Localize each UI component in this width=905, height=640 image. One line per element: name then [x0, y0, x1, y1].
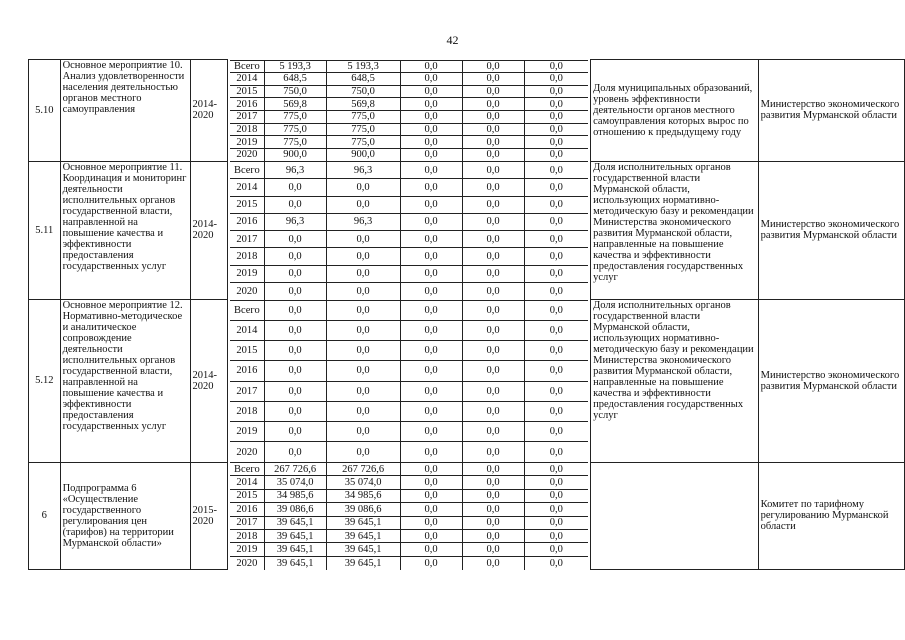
amount-cell: 39 645,1 — [326, 529, 400, 542]
year-cell: 2015 — [230, 489, 264, 502]
amount-cell: 0,0 — [524, 213, 588, 230]
year-cell: 2016 — [230, 213, 264, 230]
amount-cell: 0,0 — [326, 179, 400, 196]
amount-cell: 0,0 — [326, 320, 400, 340]
amount-cell: 0,0 — [400, 162, 462, 179]
amount-cell: 0,0 — [524, 463, 588, 476]
amount-cell: 0,0 — [326, 231, 400, 248]
amount-cell: 0,0 — [524, 73, 588, 86]
amount-cell: 0,0 — [400, 442, 462, 462]
financing-row — [230, 463, 588, 476]
amount-cell: 0,0 — [264, 422, 326, 442]
year-cell: 2015 — [230, 341, 264, 361]
amount-cell: 0,0 — [462, 111, 524, 124]
amount-cell: 0,0 — [462, 136, 524, 149]
year-cell: Всего — [230, 300, 264, 320]
amount-cell: 0,0 — [462, 516, 524, 529]
amount-cell: 0,0 — [400, 300, 462, 320]
amount-cell: 775,0 — [264, 111, 326, 124]
amount-cell: 0,0 — [326, 401, 400, 421]
amount-cell: 0,0 — [462, 463, 524, 476]
table-row — [29, 300, 905, 463]
amount-cell: 0,0 — [524, 179, 588, 196]
financing-row — [230, 248, 588, 265]
year-cell: 2018 — [230, 248, 264, 265]
amount-cell: 0,0 — [524, 320, 588, 340]
year-cell: 2020 — [230, 282, 264, 299]
amount-cell: 0,0 — [524, 162, 588, 179]
amount-cell: 0,0 — [462, 361, 524, 381]
amount-cell: 0,0 — [400, 401, 462, 421]
executor: Министерство экономического развития Мурманской области — [758, 300, 904, 463]
amount-cell: 0,0 — [524, 503, 588, 516]
amount-cell: 750,0 — [326, 85, 400, 98]
amount-cell: 0,0 — [400, 543, 462, 556]
amount-cell: 39 645,1 — [326, 543, 400, 556]
financing-row — [230, 265, 588, 282]
financing-row — [230, 476, 588, 489]
financing-row — [230, 282, 588, 299]
amount-cell: 0,0 — [462, 85, 524, 98]
amount-cell: 0,0 — [400, 381, 462, 401]
amount-cell: 0,0 — [462, 320, 524, 340]
amount-cell: 775,0 — [264, 123, 326, 136]
amount-cell: 0,0 — [524, 516, 588, 529]
amount-cell: 0,0 — [326, 300, 400, 320]
amount-cell: 35 074,0 — [264, 476, 326, 489]
amount-cell: 0,0 — [264, 361, 326, 381]
amount-cell: 0,0 — [462, 196, 524, 213]
amount-cell: 39 645,1 — [264, 556, 326, 569]
year-cell: 2014 — [230, 320, 264, 340]
amount-cell: 0,0 — [400, 123, 462, 136]
amount-cell: 0,0 — [462, 73, 524, 86]
financing-row — [230, 442, 588, 462]
amount-cell: 0,0 — [524, 111, 588, 124]
amount-cell: 750,0 — [264, 85, 326, 98]
year-cell: 2014 — [230, 476, 264, 489]
row-number: 5.12 — [29, 300, 61, 463]
year-cell: 2018 — [230, 123, 264, 136]
indicator: Доля муниципальных образований, уровень эффективности деятельности органов местного самоуправления которых вырос по отношению к предыдущему году — [591, 60, 759, 162]
financing-row — [230, 489, 588, 502]
activity-name: Основное мероприятие 10. Анализ удовлетворенности населения деятельностью органов местного самоуправления — [60, 60, 190, 162]
amount-cell: 0,0 — [462, 556, 524, 569]
amount-cell: 0,0 — [524, 148, 588, 161]
financing-subtable — [230, 60, 588, 162]
amount-cell: 0,0 — [400, 463, 462, 476]
amount-cell: 0,0 — [400, 529, 462, 542]
amount-cell: 775,0 — [326, 111, 400, 124]
amount-cell: 0,0 — [400, 320, 462, 340]
amount-cell: 0,0 — [524, 381, 588, 401]
amount-cell: 0,0 — [264, 341, 326, 361]
financing-row — [230, 556, 588, 569]
financing-row — [230, 401, 588, 421]
amount-cell: 0,0 — [524, 231, 588, 248]
financing-row — [230, 111, 588, 124]
amount-cell: 648,5 — [326, 73, 400, 86]
amount-cell: 0,0 — [326, 248, 400, 265]
amount-cell: 0,0 — [462, 123, 524, 136]
amount-cell: 0,0 — [462, 381, 524, 401]
amount-cell: 0,0 — [524, 123, 588, 136]
amount-cell: 0,0 — [524, 136, 588, 149]
year-cell: 2017 — [230, 381, 264, 401]
amount-cell: 0,0 — [400, 361, 462, 381]
amount-cell: 0,0 — [400, 196, 462, 213]
amount-cell: 0,0 — [400, 265, 462, 282]
amount-cell: 0,0 — [524, 282, 588, 299]
amount-cell: 0,0 — [264, 401, 326, 421]
amount-cell: 0,0 — [462, 300, 524, 320]
amount-cell: 0,0 — [462, 503, 524, 516]
amount-cell: 0,0 — [524, 248, 588, 265]
amount-cell: 0,0 — [524, 422, 588, 442]
amount-cell: 0,0 — [326, 282, 400, 299]
amount-cell: 0,0 — [264, 231, 326, 248]
amount-cell: 0,0 — [462, 489, 524, 502]
financing-row — [230, 123, 588, 136]
amount-cell: 39 645,1 — [264, 529, 326, 542]
amount-cell: 0,0 — [462, 529, 524, 542]
page-number: 42 — [446, 33, 459, 47]
indicator: Доля исполнительных органов государственной власти Мурманской области, использующих нормативно-методическую базу и рекомендации Министерства экономического развития Мурманской области, направленные на повышение качества и эффективности предоставления государственных услуг — [591, 300, 759, 463]
table-row — [29, 60, 905, 162]
financing-row — [230, 179, 588, 196]
year-cell: 2017 — [230, 516, 264, 529]
year-cell: 2015 — [230, 196, 264, 213]
amount-cell: 0,0 — [400, 111, 462, 124]
amount-cell: 0,0 — [524, 361, 588, 381]
financing-row — [230, 516, 588, 529]
amount-cell: 0,0 — [524, 265, 588, 282]
financing-row — [230, 136, 588, 149]
year-cell: 2018 — [230, 401, 264, 421]
year-cell: 2019 — [230, 543, 264, 556]
amount-cell: 0,0 — [400, 231, 462, 248]
amount-cell: 0,0 — [400, 73, 462, 86]
financing-row — [230, 73, 588, 86]
amount-cell: 0,0 — [524, 442, 588, 462]
amount-cell: 0,0 — [326, 196, 400, 213]
amount-cell: 5 193,3 — [264, 60, 326, 73]
amount-cell: 0,0 — [400, 148, 462, 161]
amount-cell: 0,0 — [400, 136, 462, 149]
amount-cell: 0,0 — [524, 476, 588, 489]
amount-cell: 0,0 — [524, 60, 588, 73]
amount-cell: 0,0 — [400, 422, 462, 442]
financing-row — [230, 320, 588, 340]
financing-row — [230, 231, 588, 248]
financing-row — [230, 529, 588, 542]
amount-cell: 0,0 — [462, 401, 524, 421]
year-cell: 2019 — [230, 136, 264, 149]
amount-cell: 900,0 — [264, 148, 326, 161]
period: 2015- 2020 — [190, 462, 228, 570]
year-cell: Всего — [230, 463, 264, 476]
amount-cell: 0,0 — [524, 401, 588, 421]
period: 2014- 2020 — [190, 300, 228, 463]
year-cell: 2014 — [230, 73, 264, 86]
financing-row — [230, 148, 588, 161]
amount-cell: 0,0 — [400, 489, 462, 502]
amount-cell: 569,8 — [264, 98, 326, 111]
amount-cell: 0,0 — [400, 248, 462, 265]
amount-cell: 0,0 — [326, 381, 400, 401]
amount-cell: 0,0 — [462, 179, 524, 196]
amount-cell: 648,5 — [264, 73, 326, 86]
amount-cell: 0,0 — [400, 341, 462, 361]
year-cell: 2020 — [230, 556, 264, 569]
amount-cell: 0,0 — [524, 556, 588, 569]
amount-cell: 0,0 — [264, 265, 326, 282]
financing-row — [230, 60, 588, 73]
executor: Министерство экономического развития Мурманской области — [758, 161, 904, 300]
amount-cell: 0,0 — [400, 282, 462, 299]
financing-row — [230, 85, 588, 98]
period: 2014- 2020 — [190, 161, 228, 300]
amount-cell: 0,0 — [462, 442, 524, 462]
amount-cell: 0,0 — [462, 282, 524, 299]
amount-cell: 0,0 — [462, 162, 524, 179]
row-number: 5.11 — [29, 161, 61, 300]
amount-cell: 0,0 — [400, 556, 462, 569]
financing-row — [230, 98, 588, 111]
amount-cell: 35 074,0 — [326, 476, 400, 489]
amount-cell: 0,0 — [400, 503, 462, 516]
amount-cell: 0,0 — [400, 179, 462, 196]
financing-row — [230, 196, 588, 213]
amount-cell: 0,0 — [326, 265, 400, 282]
financing-row — [230, 300, 588, 320]
year-cell: Всего — [230, 162, 264, 179]
amount-cell: 0,0 — [462, 543, 524, 556]
amount-cell: 0,0 — [264, 300, 326, 320]
amount-cell: 39 645,1 — [326, 556, 400, 569]
amount-cell: 900,0 — [326, 148, 400, 161]
amount-cell: 0,0 — [264, 179, 326, 196]
amount-cell: 0,0 — [524, 341, 588, 361]
amount-cell: 39 086,6 — [326, 503, 400, 516]
amount-cell: 0,0 — [326, 341, 400, 361]
amount-cell: 267 726,6 — [326, 463, 400, 476]
amount-cell: 0,0 — [524, 489, 588, 502]
amount-cell: 0,0 — [462, 213, 524, 230]
amount-cell: 39 086,6 — [264, 503, 326, 516]
amount-cell: 0,0 — [326, 361, 400, 381]
financing-row — [230, 503, 588, 516]
financing-row — [230, 213, 588, 230]
amount-cell: 0,0 — [264, 196, 326, 213]
amount-cell: 0,0 — [264, 248, 326, 265]
amount-cell: 0,0 — [462, 98, 524, 111]
amount-cell: 0,0 — [326, 422, 400, 442]
year-cell: 2020 — [230, 148, 264, 161]
amount-cell: 0,0 — [462, 231, 524, 248]
amount-cell: 0,0 — [264, 282, 326, 299]
financing-subtable — [230, 462, 588, 570]
period: 2014- 2020 — [190, 60, 228, 162]
financing-row — [230, 162, 588, 179]
executor: Комитет по тарифному регулированию Мурманской области — [758, 462, 904, 570]
table-row — [29, 462, 905, 570]
financing-row — [230, 361, 588, 381]
amount-cell: 0,0 — [400, 98, 462, 111]
year-cell: 2020 — [230, 442, 264, 462]
program-table — [28, 59, 905, 570]
financing-row — [230, 543, 588, 556]
amount-cell: 0,0 — [524, 300, 588, 320]
amount-cell: 267 726,6 — [264, 463, 326, 476]
amount-cell: 96,3 — [326, 162, 400, 179]
year-cell: Всего — [230, 60, 264, 73]
amount-cell: 0,0 — [462, 60, 524, 73]
amount-cell: 0,0 — [462, 476, 524, 489]
amount-cell: 0,0 — [400, 516, 462, 529]
amount-cell: 569,8 — [326, 98, 400, 111]
year-cell: 2016 — [230, 361, 264, 381]
amount-cell: 0,0 — [524, 543, 588, 556]
activity-name: Подпрограмма 6 «Осуществление государственного регулирования цен (тарифов) на территории Мурманской области» — [60, 462, 190, 570]
row-number: 6 — [29, 462, 61, 570]
table-row — [29, 161, 905, 300]
executor: Министерство экономического развития Мурманской области — [758, 60, 904, 162]
amount-cell: 0,0 — [462, 341, 524, 361]
amount-cell: 0,0 — [400, 213, 462, 230]
amount-cell: 96,3 — [264, 213, 326, 230]
financing-subtable — [230, 300, 588, 463]
amount-cell: 0,0 — [462, 265, 524, 282]
amount-cell: 0,0 — [462, 248, 524, 265]
year-cell: 2017 — [230, 231, 264, 248]
amount-cell: 0,0 — [400, 85, 462, 98]
amount-cell: 0,0 — [524, 196, 588, 213]
amount-cell: 96,3 — [326, 213, 400, 230]
amount-cell: 775,0 — [264, 136, 326, 149]
financing-subtable — [230, 161, 588, 300]
activity-name: Основное мероприятие 11. Координация и мониторинг деятельности исполнительных органов государственной власти, направленной на повышение качества и эффективности предоставления государственных услуг — [60, 161, 190, 300]
year-cell: 2014 — [230, 179, 264, 196]
year-cell: 2019 — [230, 422, 264, 442]
amount-cell: 39 645,1 — [264, 516, 326, 529]
amount-cell: 0,0 — [462, 422, 524, 442]
amount-cell: 0,0 — [264, 320, 326, 340]
amount-cell: 0,0 — [524, 85, 588, 98]
amount-cell: 0,0 — [524, 98, 588, 111]
activity-name: Основное мероприятие 12. Нормативно-методическое и аналитическое сопровождение деятельности исполнительных органов государственной власти, направленной на повышение качества и эффективности предоставления государственных услуг — [60, 300, 190, 463]
year-cell: 2015 — [230, 85, 264, 98]
financing-row — [230, 341, 588, 361]
year-cell: 2016 — [230, 503, 264, 516]
amount-cell: 0,0 — [264, 442, 326, 462]
financing-row — [230, 422, 588, 442]
indicator — [591, 462, 759, 570]
amount-cell: 34 985,6 — [326, 489, 400, 502]
amount-cell: 0,0 — [400, 60, 462, 73]
amount-cell: 0,0 — [326, 442, 400, 462]
amount-cell: 0,0 — [462, 148, 524, 161]
year-cell: 2016 — [230, 98, 264, 111]
year-cell: 2019 — [230, 265, 264, 282]
amount-cell: 34 985,6 — [264, 489, 326, 502]
amount-cell: 39 645,1 — [326, 516, 400, 529]
year-cell: 2018 — [230, 529, 264, 542]
amount-cell: 775,0 — [326, 123, 400, 136]
amount-cell: 5 193,3 — [326, 60, 400, 73]
amount-cell: 0,0 — [264, 381, 326, 401]
amount-cell: 0,0 — [400, 476, 462, 489]
amount-cell: 39 645,1 — [264, 543, 326, 556]
amount-cell: 775,0 — [326, 136, 400, 149]
amount-cell: 96,3 — [264, 162, 326, 179]
financing-row — [230, 381, 588, 401]
amount-cell: 0,0 — [524, 529, 588, 542]
indicator: Доля исполнительных органов государственной власти Мурманской области, использующих нормативно-методическую базу и рекомендации Министерства экономического развития Мурманской области, направленные на повышение качества и эффективности предоставления государственных услуг — [591, 161, 759, 300]
row-number: 5.10 — [29, 60, 61, 162]
year-cell: 2017 — [230, 111, 264, 124]
